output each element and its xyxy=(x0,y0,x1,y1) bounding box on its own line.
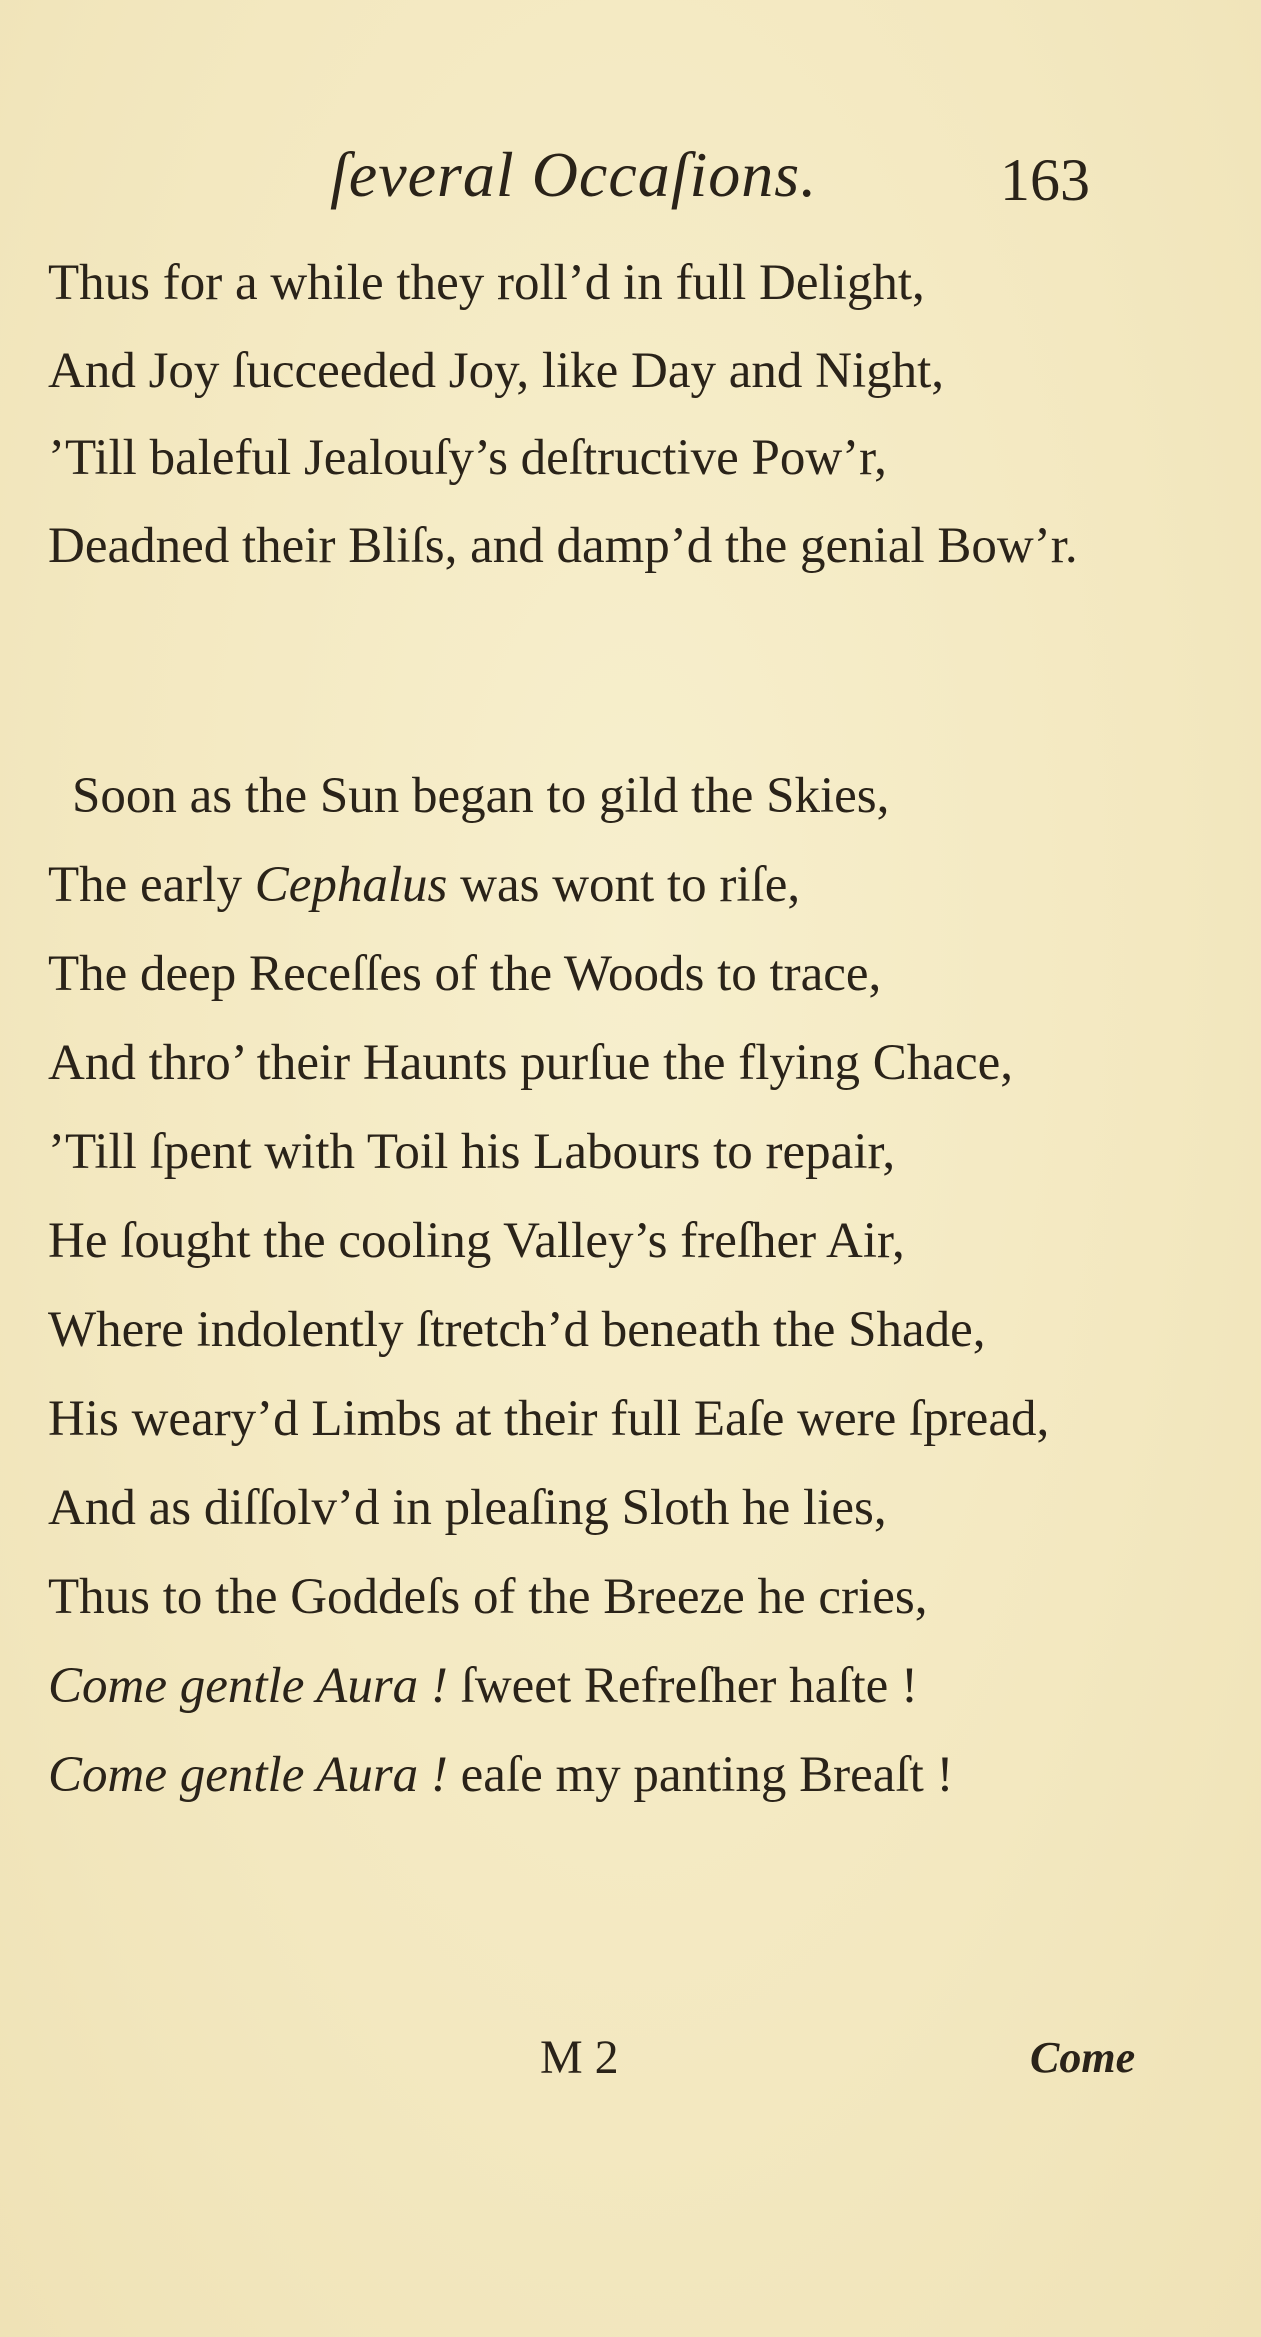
verse-line xyxy=(48,1464,1198,1553)
verse-line: Thus for a while they roll’d in full Delight, xyxy=(48,255,925,311)
line-text: eaſe my panting Breaſt ! xyxy=(447,1747,954,1803)
stanza-1 xyxy=(48,240,1198,590)
verse-line xyxy=(48,1286,1198,1375)
page-number: 163 xyxy=(1000,147,1090,213)
verse-line: Deadned their Bliſs, and damp’d the genial Bow’r. xyxy=(48,517,1078,574)
line-text: And as diſſolv’d in pleaſing Sloth he lies, xyxy=(48,1480,887,1536)
verse-line xyxy=(48,841,1198,930)
verse-line: And Joy ſucceeded Joy, like Day and Night, xyxy=(48,342,945,399)
line-text: His weary’d Limbs at their full Eaſe were ſpread, xyxy=(48,1391,1050,1447)
verse-line xyxy=(48,1553,1198,1642)
line-text: The early xyxy=(48,857,255,913)
verse-line xyxy=(48,1019,1198,1108)
italic-name: Cephalus xyxy=(254,857,448,913)
line-text: He ſought the cooling Valley’s freſher Air, xyxy=(48,1213,905,1269)
catchword: Come xyxy=(1030,2033,1136,2082)
italic-phrase: Come gentle Aura ! xyxy=(48,1747,448,1803)
verse-line xyxy=(48,1642,1198,1731)
verse-line xyxy=(48,1731,1198,1820)
verse-line xyxy=(48,1197,1198,1286)
page-footer xyxy=(0,2030,1261,2100)
stanza-2 xyxy=(48,752,1198,1820)
line-text: Soon as the Sun began to gild the Skies, xyxy=(72,768,890,824)
line-text: Where indolently ſtretch’d beneath the Shade, xyxy=(48,1302,986,1358)
verse-line xyxy=(48,1108,1198,1197)
verse-line: ’Till baleful Jealouſy’s deſtructive Pow’r, xyxy=(48,430,887,486)
line-text: And thro’ their Haunts purſue the flying Chace, xyxy=(48,1035,1013,1091)
verse-line xyxy=(48,1375,1198,1464)
signature-mark: M 2 xyxy=(540,2031,619,2084)
italic-phrase: Come gentle Aura ! xyxy=(48,1658,448,1714)
line-text: was wont to riſe, xyxy=(447,857,801,913)
line-text: ſweet Refreſher haſte ! xyxy=(447,1658,919,1714)
line-text: Thus to the Goddeſs of the Breeze he cries, xyxy=(48,1569,928,1625)
line-text: The deep Receſſes of the Woods to trace, xyxy=(48,946,882,1002)
running-head xyxy=(0,128,1261,218)
verse-line xyxy=(48,752,1198,841)
running-title: ſeveral Occaſions. xyxy=(330,139,818,210)
line-text: ’Till ſpent with Toil his Labours to repair, xyxy=(48,1124,896,1180)
verse-line xyxy=(48,930,1198,1019)
